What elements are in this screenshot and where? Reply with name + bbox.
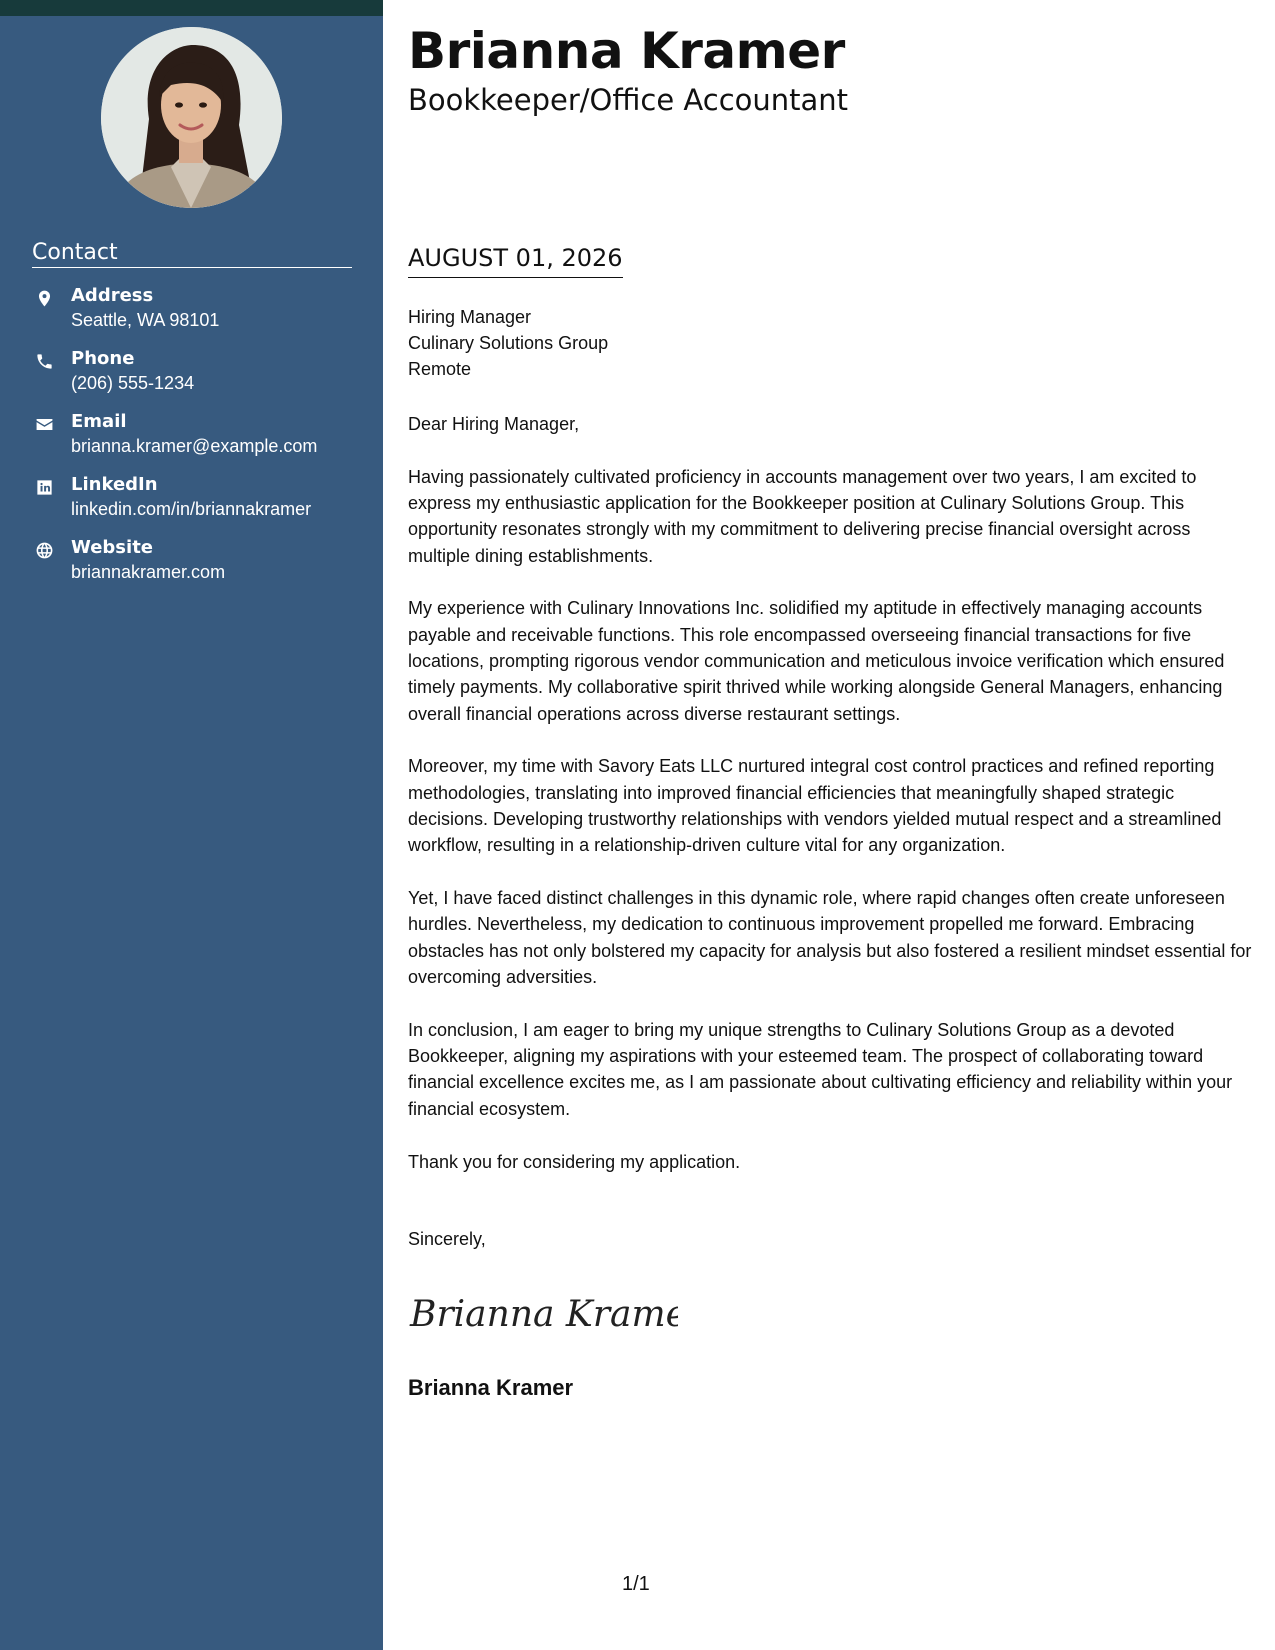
envelope-icon xyxy=(32,412,56,436)
page-number: 1/1 xyxy=(622,1573,650,1595)
signed-name: Brianna Kramer xyxy=(408,1375,574,1400)
recipient-line: Remote xyxy=(408,359,472,379)
phone-icon xyxy=(32,349,56,373)
contact-value: Seattle, WA 98101 xyxy=(71,310,220,330)
signature-image xyxy=(408,1282,678,1342)
letter-body xyxy=(408,411,1253,1201)
recipient-block xyxy=(408,304,608,382)
contact-value[interactable]: linkedin.com/in/briannakramer xyxy=(71,499,312,519)
contact-item-address xyxy=(32,284,372,347)
contact-label: Email xyxy=(71,411,127,432)
letter-paragraph: Thank you for considering my application. xyxy=(408,1151,741,1172)
contact-label: Website xyxy=(71,537,154,558)
letter-paragraph: Yet, I have faced distinct challenges in this dynamic role, where rapid changes often create unforeseen hurdles. Nevertheless, my dedication to continuous improvement propelled me forward. Embracing obstacles has not only bolstered my capacity for analysis but also fostered a resilient mindset essential for overcoming adversities. xyxy=(408,888,1252,988)
globe-icon xyxy=(32,538,56,562)
letter-paragraph: In conclusion, I am eager to bring my unique strengths to Culinary Solutions Group as a devoted Bookkeeper, aligning my aspirations with your esteemed team. The prospect of collaborating toward financial excellence excites me, as I am passionate about cultivating efficiency and reliability within your financial ecosystem. xyxy=(408,1019,1233,1119)
salutation: Dear Hiring Manager, xyxy=(408,414,580,434)
letter-paragraph: My experience with Culinary Innovations Inc. solidified my aptitude in effectively managing accounts payable and receivable functions. This role encompassed overseeing financial transactions for five locations, prompting rigorous vendor communication and meticulous invoice verification which ensured timely payments. My collaborative spirit thrived while working alongside General Managers, enhancing overall financial operations across diverse restaurant settings. xyxy=(408,598,1225,724)
applicant-name: Brianna Kramer xyxy=(408,22,845,80)
contact-item-phone xyxy=(32,347,372,410)
contact-item-email xyxy=(32,410,372,473)
letter-paragraph: Moreover, my time with Savory Eats LLC nurtured integral cost control practices and refined reporting methodologies, translating into improved financial efficiencies that meaningfully shaped strategic decisions. Developing trustworthy relationships with vendors yielded mutual respect and a streamlined workflow, resulting in a relationship-driven culture vital for any organization. xyxy=(408,756,1222,856)
closing: Sincerely, xyxy=(408,1229,486,1249)
map-pin-icon xyxy=(32,286,56,310)
letter-date: AUGUST 01, 2026 xyxy=(408,244,623,278)
linkedin-icon xyxy=(32,475,56,499)
contact-value[interactable]: brianna.kramer@example.com xyxy=(71,436,318,456)
contact-value[interactable]: briannakramer.com xyxy=(71,562,226,582)
recipient-line: Culinary Solutions Group xyxy=(408,333,609,353)
signature-text: Brianna Kramer xyxy=(410,1294,678,1335)
avatar xyxy=(101,27,282,208)
contact-heading: Contact xyxy=(32,240,352,268)
job-title: Bookkeeper/Office Accountant xyxy=(408,83,849,117)
profile-photo xyxy=(101,27,282,208)
recipient-line: Hiring Manager xyxy=(408,307,532,327)
contact-label: LinkedIn xyxy=(71,474,158,495)
contact-label: Phone xyxy=(71,348,135,369)
contact-label: Address xyxy=(71,285,154,306)
contact-item-linkedin xyxy=(32,473,372,536)
contact-value: (206) 555-1234 xyxy=(71,373,195,393)
sidebar-top-bar xyxy=(0,0,383,16)
contact-item-website xyxy=(32,536,372,599)
letter-paragraph: Having passionately cultivated proficiency in accounts management over two years, I am excited to express my enthusiastic application for the Bookkeeper position at Culinary Solutions Group. This opportunity resonates strongly with my commitment to delivering precise financial oversight across multiple dining establishments. xyxy=(408,466,1197,566)
contact-list xyxy=(32,284,372,599)
sidebar xyxy=(0,0,383,1650)
